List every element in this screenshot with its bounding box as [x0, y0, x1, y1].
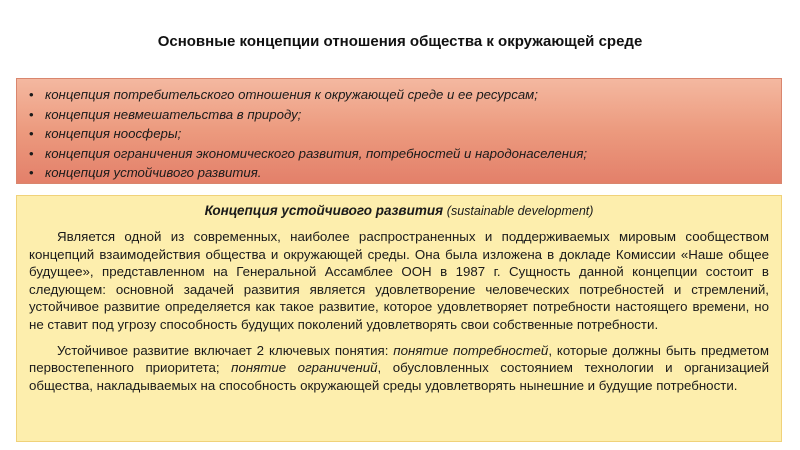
sustainable-development-box: [16, 195, 782, 442]
list-item: [29, 124, 771, 144]
list-item-text: концепция ограничения экономического развития, потребностей и народонаселения;: [45, 145, 588, 161]
paragraph-text: , которые должны быть предметом первостепенного приоритета;: [29, 342, 769, 376]
bullet-icon: •: [29, 106, 34, 122]
paragraph-text: Устойчивое развитие включает 2 ключевых понятия:: [57, 342, 394, 358]
paragraph-text: , обусловленных состоянием технологии и организацией общества, накладываемых на способность окружающей среды удовлетворять нынешние и будущие потребности.: [29, 360, 769, 393]
section-heading-english: (sustainable development): [446, 204, 594, 218]
list-item-text: концепция невмешательства в природу;: [45, 106, 302, 122]
page-title: Основные концепции отношения общества к окружающей среде: [157, 33, 643, 50]
section-heading-title: Концепция устойчивого развития: [204, 203, 444, 218]
paragraph-definition: Является одной из современных, наиболее распространенных и поддерживаемых мировым сообществом концепций взаимодействия общества и окружающей среды. Она была изложена в докладе Комиссии «Наше общее будущее», представленном на Генеральной Ассамблее ООН в 1987 г. Сущность данной концепции состоит в следующем: основной задачей развития является удовлетворение человеческих потребностей и стремлений, устойчивое развитие определяется как такое развитие, которое удовлетворяет потребности настоящего времени, но не ставит под угрозу способность будущих поколений удовлетворять свои собственные потребности.: [29, 229, 769, 332]
bullet-icon: •: [29, 165, 34, 180]
list-item: [29, 105, 771, 125]
list-item-text: концепция потребительского отношения к окружающей среде и ее ресурсам;: [45, 87, 538, 102]
list-item: [29, 85, 771, 105]
term-needs: понятие потребностей: [393, 342, 549, 358]
concepts-list-box: [16, 78, 782, 184]
list-item: [29, 144, 771, 164]
list-item-text: концепция ноосферы;: [45, 126, 182, 141]
list-item-text: концепция устойчивого развития.: [45, 165, 262, 180]
section-heading: [29, 201, 769, 221]
bullet-icon: •: [29, 87, 34, 102]
term-limitations: понятие ограничений: [231, 360, 378, 376]
bullet-icon: •: [29, 145, 34, 161]
bullet-icon: •: [29, 126, 34, 141]
list-item: [29, 163, 771, 183]
concepts-list: [29, 85, 771, 183]
paragraph-key-concepts: [29, 342, 769, 395]
